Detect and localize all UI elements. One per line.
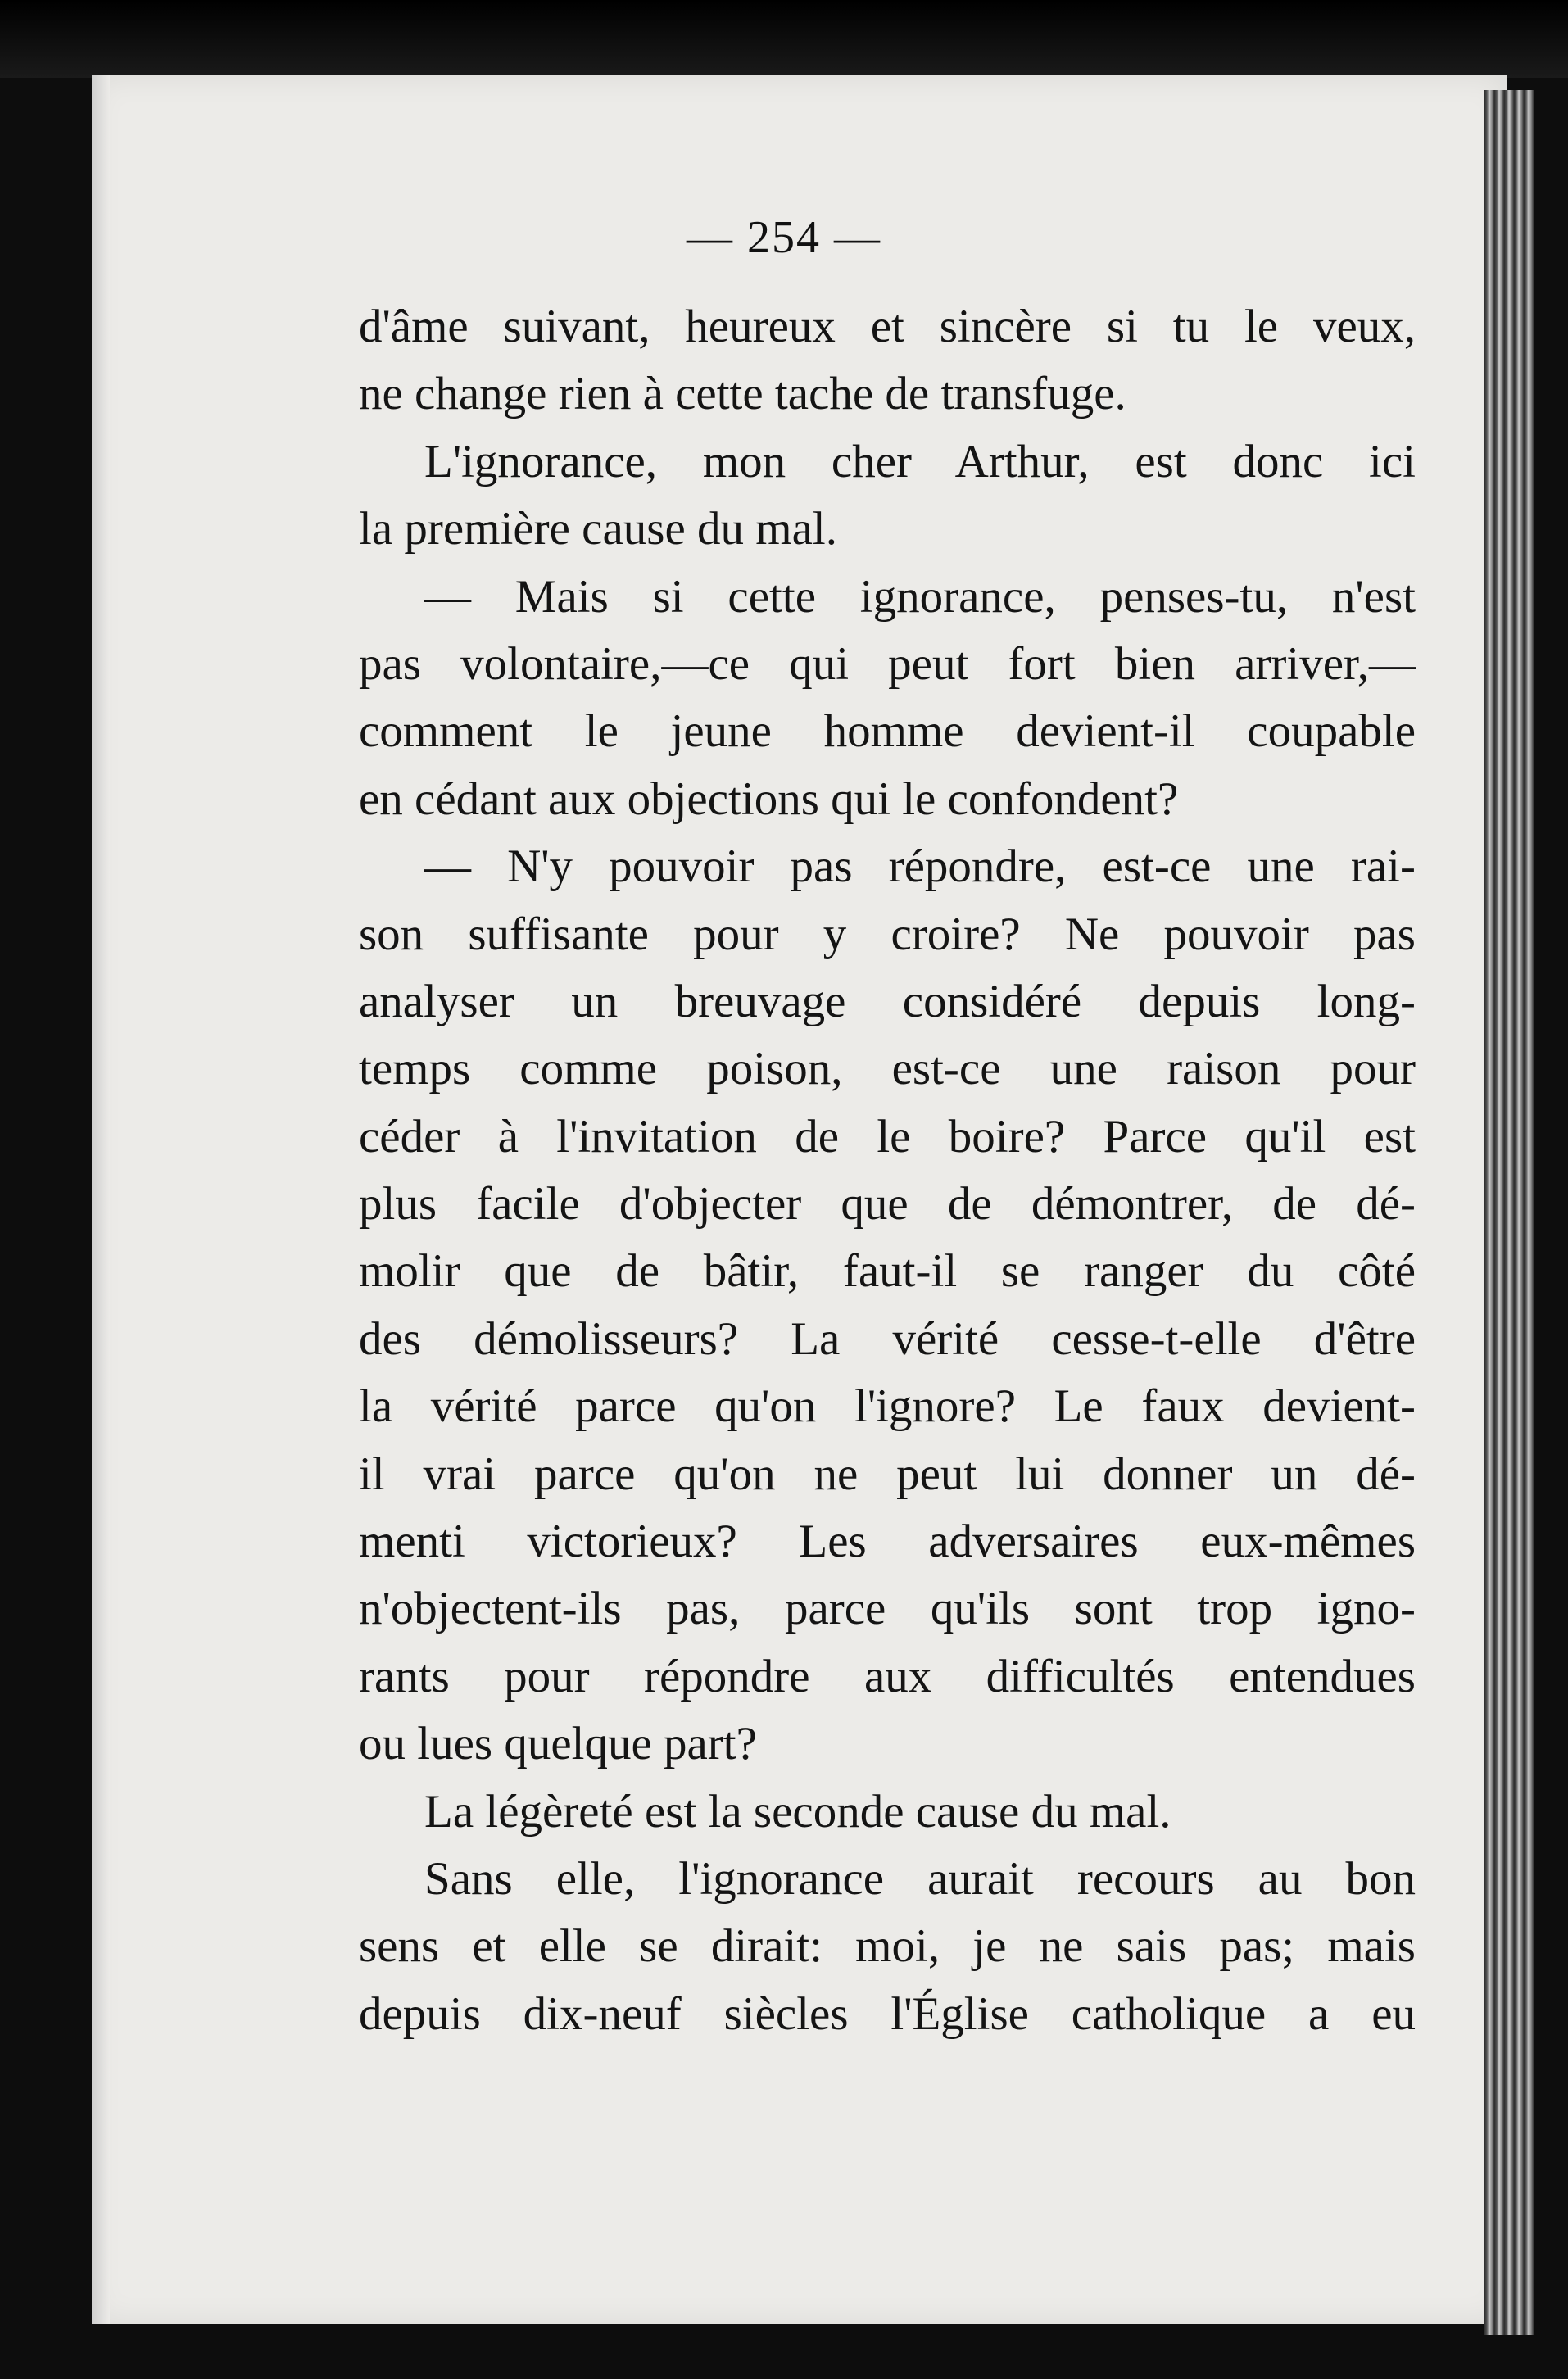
- body-text: [359, 293, 1416, 2048]
- text-line: la première cause du mal.: [359, 503, 837, 555]
- text-line: — N'y pouvoir pas répondre, est-ce une rai-: [424, 841, 1416, 893]
- text-line: menti victorieux? Les adversaires eux-mêmes: [359, 1516, 1416, 1568]
- text-line: — Mais si cette ignorance, penses-tu, n'est: [424, 570, 1416, 623]
- text-line: comment le jeune homme devient-il coupable: [359, 705, 1416, 758]
- text-line: temps comme poison, est-ce une raison pour: [359, 1043, 1416, 1095]
- scan-background: [0, 0, 1568, 78]
- text-line: son suffisante pour y croire? Ne pouvoir pas: [359, 908, 1416, 960]
- text-line: il vrai parce qu'on ne peut lui donner un dé-: [359, 1448, 1416, 1500]
- text-line: céder à l'invitation de le boire? Parce qu'il est: [359, 1110, 1416, 1162]
- text-line: des démolisseurs? La vérité cesse-t-elle d'être: [359, 1312, 1416, 1365]
- text-line: sens et elle se dirait: moi, je ne sais pas; mais: [359, 1920, 1416, 1973]
- text-line: La légèreté est la seconde cause du mal.: [424, 1785, 1171, 1837]
- text-line: ne change rien à cette tache de transfuge.: [359, 368, 1126, 420]
- text-line: pas volontaire,—ce qui peut fort bien arriver,—: [359, 637, 1416, 690]
- page-number: — 254 —: [687, 212, 881, 263]
- text-line: en cédant aux objections qui le confondent?: [359, 773, 1179, 825]
- page-gutter-shadow: [92, 75, 110, 2324]
- text-line: L'ignorance, mon cher Arthur, est donc ici: [424, 435, 1416, 487]
- text-line: d'âme suivant, heureux et sincère si tu le veux,: [359, 301, 1416, 352]
- text-line: n'objectent-ils pas, parce qu'ils sont trop igno-: [359, 1583, 1416, 1635]
- text-line: molir que de bâtir, faut-il se ranger du côté: [359, 1245, 1416, 1298]
- text-line: ou lues quelque part?: [359, 1718, 757, 1770]
- text-line: Sans elle, l'ignorance aurait recours au bon: [424, 1852, 1416, 1905]
- text-line: analyser un breuvage considéré depuis long-: [359, 975, 1416, 1027]
- text-line: rants pour répondre aux difficultés entendues: [359, 1650, 1416, 1702]
- text-line: la vérité parce qu'on l'ignore? Le faux devient-: [359, 1380, 1416, 1433]
- text-line: depuis dix-neuf siècles l'Église catholique a eu: [359, 1987, 1416, 2040]
- page-stack-edge: [1484, 90, 1534, 2335]
- text-line: plus facile d'objecter que de démontrer, de dé-: [359, 1178, 1416, 1230]
